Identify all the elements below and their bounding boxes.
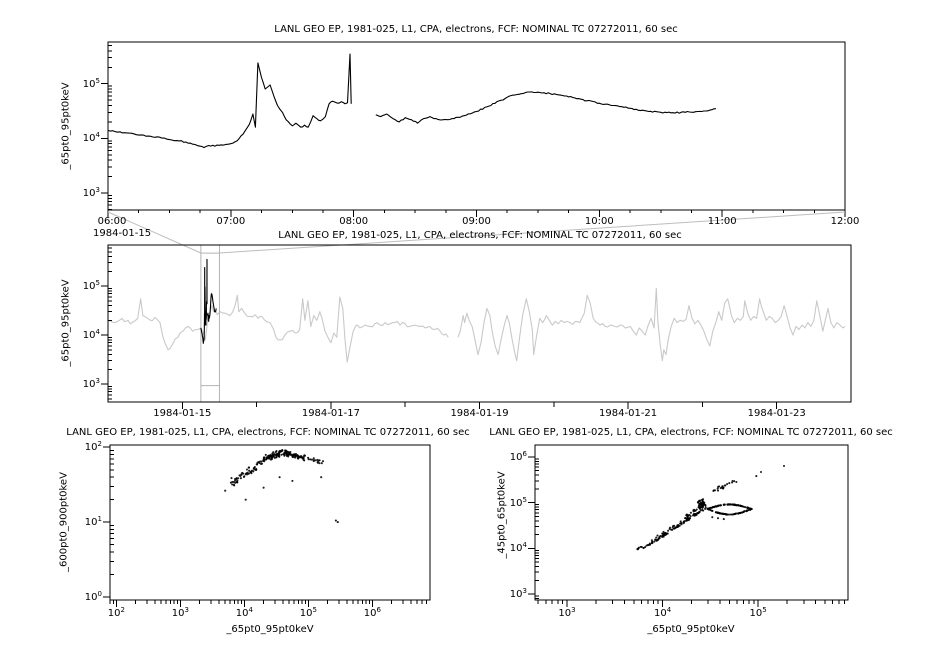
y-axis-tick-label: $10^4$: [509, 541, 527, 555]
panel3-plot-area[interactable]: [110, 445, 430, 600]
y-axis-tick-label: $10^1$: [84, 514, 102, 528]
x-axis-tick-label: $10^3$: [171, 606, 189, 619]
panel2-title: LANL GEO EP, 1981-025, L1, CPA, electrons, FCF: NOMINAL TC 07272011, 60 sec: [278, 230, 682, 241]
x-axis-tick-label: 06:00: [97, 216, 127, 227]
y-axis-tick-label: $10^5$: [82, 76, 100, 90]
x-axis-tick-label: $10^2$: [107, 606, 125, 619]
panel3-ylabel: _600pt0_900pt0keV: [58, 472, 70, 572]
x-axis-tick-label: $10^4$: [235, 606, 253, 619]
x-axis-tick-label: 11:00: [707, 216, 737, 227]
panel4-plot-area[interactable]: [535, 445, 848, 600]
x-axis-tick-label: 1984-01-23: [747, 408, 806, 419]
y-axis-tick-label: $10^4$: [82, 131, 100, 145]
x-axis-tick-label: $10^5$: [299, 606, 317, 619]
panel1-ylabel: _65pt0_95pt0keV: [60, 82, 72, 170]
panel3-title: LANL GEO EP, 1981-025, L1, CPA, electrons, FCF: NOMINAL TC 07272011, 60 sec: [66, 427, 470, 438]
y-axis-tick-label: $10^3$: [82, 185, 100, 199]
panel3-xlabel: _65pt0_95pt0keV: [226, 624, 314, 635]
panel1-context-date: 1984-01-15: [93, 228, 152, 239]
panel4-ylabel: _45pt0_65pt0keV: [496, 471, 508, 559]
x-axis-tick-label: 1984-01-21: [599, 408, 658, 419]
y-axis-tick-label: $10^2$: [84, 440, 102, 454]
panel1-plot-area[interactable]: [108, 42, 845, 210]
x-axis-tick-label: $10^4$: [653, 606, 672, 619]
y-axis-tick-label: $10^0$: [84, 589, 102, 603]
x-axis-tick-label: 08:00: [339, 216, 369, 227]
x-axis-tick-label: $10^6$: [363, 606, 381, 619]
x-axis-tick-label: 07:00: [216, 216, 246, 227]
y-axis-tick-label: $10^3$: [82, 376, 100, 390]
panel2-plot-area[interactable]: [108, 245, 851, 402]
y-axis-tick-label: $10^5$: [82, 278, 100, 292]
panel1-title: LANL GEO EP, 1981-025, L1, CPA, electrons, FCF: NOMINAL TC 07272011, 60 sec: [274, 24, 678, 35]
panel2-ylabel: _65pt0_95pt0keV: [60, 279, 72, 367]
x-axis-tick-label: $10^5$: [749, 606, 767, 619]
y-axis-tick-label: $10^5$: [509, 495, 527, 509]
panel4-xlabel: _65pt0_95pt0keV: [647, 624, 735, 635]
x-axis-tick-label: 10:00: [584, 216, 614, 227]
x-axis-tick-label: 1984-01-17: [301, 408, 360, 419]
panel4-title: LANL GEO EP, 1981-025, L1, CPA, electrons, FCF: NOMINAL TC 07272011, 60 sec: [489, 427, 893, 438]
x-axis-tick-label: 12:00: [830, 216, 860, 227]
y-axis-tick-label: $10^6$: [509, 449, 527, 463]
x-axis-tick-label: 09:00: [462, 216, 491, 227]
x-axis-tick-label: $10^3$: [558, 606, 576, 619]
x-axis-tick-label: 1984-01-15: [153, 408, 212, 419]
y-axis-tick-label: $10^4$: [82, 327, 100, 341]
x-axis-tick-label: 1984-01-19: [450, 408, 509, 419]
y-axis-tick-label: $10^3$: [509, 586, 527, 600]
